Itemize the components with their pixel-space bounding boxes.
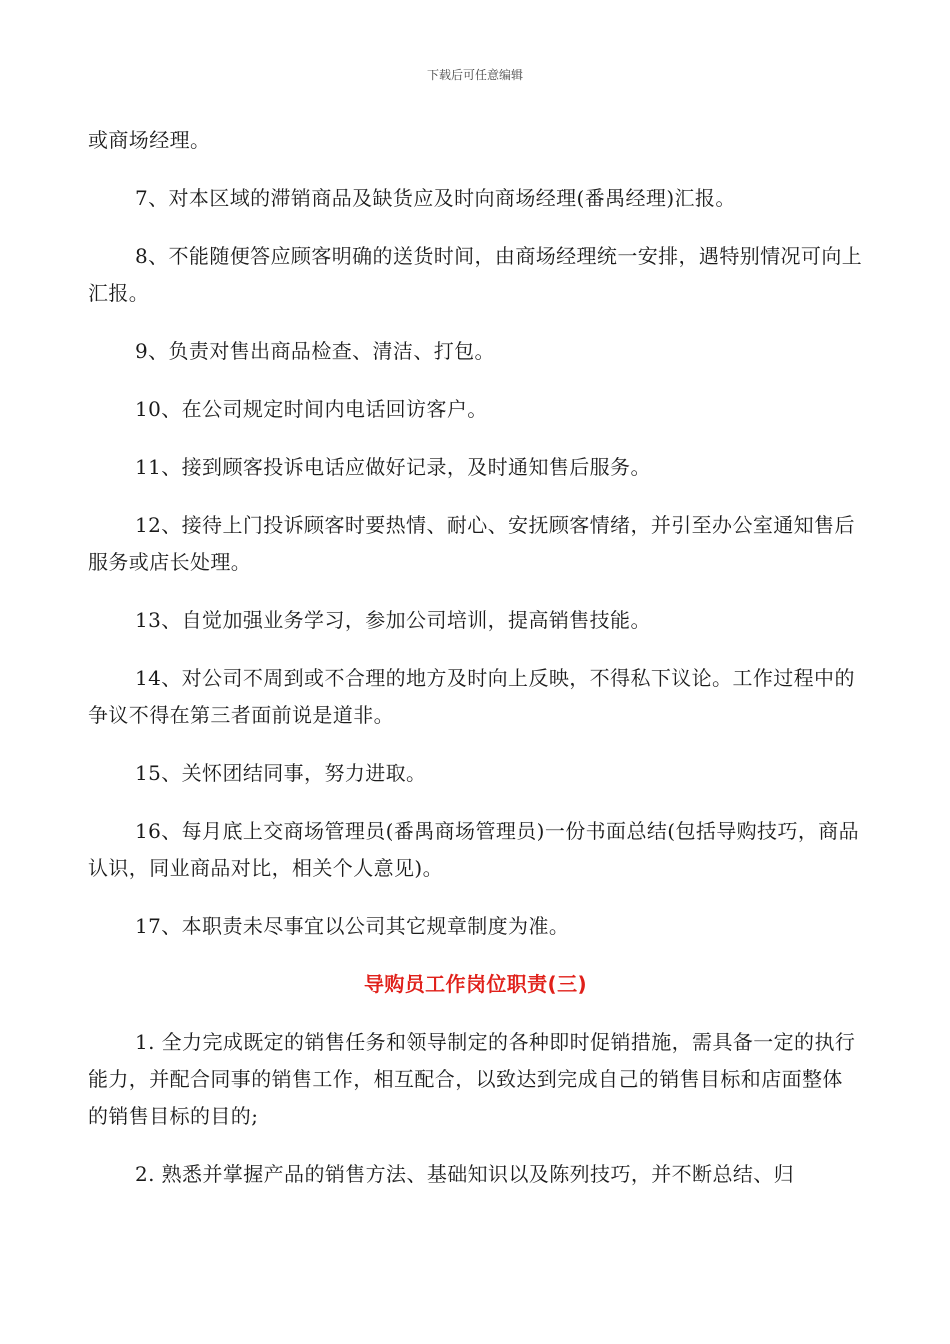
paragraph: 13、自觉加强业务学习，参加公司培训，提高销售技能。: [135, 608, 651, 632]
paragraph: 16、每月底上交商场管理员(番禺商场管理员)一份书面总结(包括导购技巧，商品认识，同业商品对比，相关个人意见)。: [88, 819, 860, 880]
paragraph: 12、接待上门投诉顾客时要热情、耐心、安抚顾客情绪，并引至办公室通知售后服务或店长处理。: [88, 513, 855, 574]
paragraph: 15、关怀团结同事，努力进取。: [135, 761, 427, 785]
section-heading: 导购员工作岗位职责(三): [363, 972, 588, 996]
page-header-note: 下载后可任意编辑: [426, 68, 523, 82]
section-paragraph: 1. 全力完成既定的销售任务和领导制定的各种即时促销措施，需具备一定的执行能力，并配合同事的销售工作，相互配合，以致达到完成自己的销售目标和店面整体的销售目标的目的;: [88, 1030, 856, 1128]
section-paragraph: 2. 熟悉并掌握产品的销售方法、基础知识以及陈列技巧，并不断总结、归: [135, 1162, 795, 1186]
paragraph: 10、在公司规定时间内电话回访客户。: [135, 397, 488, 421]
document-body: [88, 122, 863, 1214]
paragraph: 17、本职责未尽事宜以公司其它规章制度为准。: [135, 914, 570, 938]
paragraph: 8、不能随便答应顾客明确的送货时间，由商场经理统一安排，遇特别情况可向上汇报。: [88, 244, 863, 305]
paragraph: 7、对本区域的滞销商品及缺货应及时向商场经理(番禺经理)汇报。: [135, 186, 736, 210]
paragraph: 9、负责对售出商品检查、清洁、打包。: [135, 339, 495, 363]
paragraph: 14、对公司不周到或不合理的地方及时向上反映，不得私下议论。工作过程中的争议不得在第三者面前说是道非。: [88, 666, 855, 727]
paragraph: 或商场经理。: [88, 128, 211, 152]
paragraph: 11、接到顾客投诉电话应做好记录，及时通知售后服务。: [135, 455, 651, 479]
